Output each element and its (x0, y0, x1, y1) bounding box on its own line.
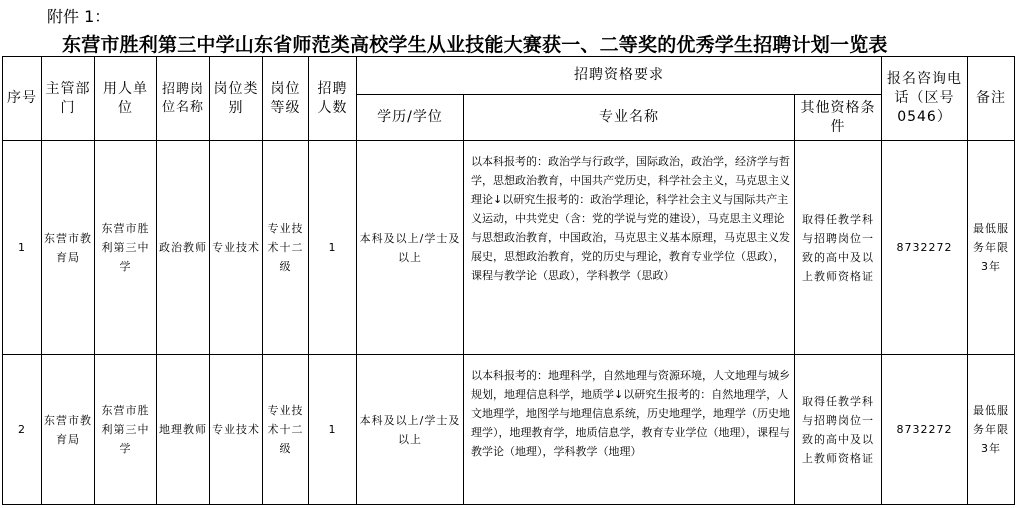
header-position-type: 岗位类别 (210, 57, 263, 141)
table-row (3, 141, 1015, 355)
cell-unit: 东营市胜利第三中学 (95, 141, 157, 355)
table-row (3, 355, 1015, 505)
cell-education: 本科及以上/学士及以上 (357, 355, 464, 505)
header-unit: 用人单位 (95, 57, 157, 141)
header-position-level: 岗位等级 (263, 57, 309, 141)
header-remarks: 备注 (968, 57, 1015, 141)
cell-count: 1 (309, 355, 357, 505)
cell-phone: 8732272 (882, 355, 968, 505)
cell-position-type: 专业技术 (210, 355, 263, 505)
cell-major: 以本科报考的：政治学与行政学，国际政治，政治学，经济学与哲学，思想政治教育，中国共产党历史，科学社会主义，马克思主义理论↓以研究生报考的：政治学理论，科学社会主义与国际共产主义运动，中共党史（含：党的学说与党的建设），马克思主义理论与思想政治教育，中国政治，马克思主义基本原理，马克思主义发展史，思想政治教育，党的历史与理论，教育专业学位（思政），课程与教学论（思政），学科教学（思政） (464, 141, 795, 355)
cell-remarks: 最低服务年限3年 (968, 141, 1015, 355)
header-dept: 主管部门 (42, 57, 95, 141)
cell-position-level: 专业技术十二级 (263, 141, 309, 355)
header-count: 招聘人数 (309, 57, 357, 141)
cell-education: 本科及以上/学士及以上 (357, 141, 464, 355)
cell-major: 以本科报考的：地理科学，自然地理与资源环境，人文地理与城乡规划，地理信息科学，地质学↓以研究生报考的：自然地理学，人文地理学，地图学与地理信息系统，历史地理学，地理学（历史地理学），地理教育学，地质信息学，教育专业学位（地理），课程与教学论（地理），学科教学（地理） (464, 355, 795, 505)
attachment-label: 附件 1： (47, 7, 111, 26)
cell-seq: 1 (3, 141, 42, 355)
cell-seq: 2 (3, 355, 42, 505)
header-requirements: 招聘资格要求 (357, 57, 882, 95)
cell-other: 取得任教学科与招聘岗位一致的高中及以上教师资格证 (795, 355, 882, 505)
header-major: 专业名称 (464, 95, 795, 141)
cell-position-name: 地理教师 (157, 355, 210, 505)
header-position-name: 招聘岗位名称 (157, 57, 210, 141)
recruitment-table (2, 56, 1015, 505)
cell-dept: 东营市教育局 (42, 141, 95, 355)
cell-position-level: 专业技术十二级 (263, 355, 309, 505)
cell-position-name: 政治教师 (157, 141, 210, 355)
cell-dept: 东营市教育局 (42, 355, 95, 505)
header-phone: 报名咨询电话（区号0546） (882, 57, 968, 141)
header-seq: 序号 (3, 57, 42, 141)
cell-remarks: 最低服务年限3年 (968, 355, 1015, 505)
cell-phone: 8732272 (882, 141, 968, 355)
header-education: 学历/学位 (357, 95, 464, 141)
page-title: 东营市胜利第三中学山东省师范类高校学生从业技能大赛获一、二等奖的优秀学生招聘计划一览表 (62, 34, 888, 56)
header-row (3, 57, 1015, 95)
header-other: 其他资格条件 (795, 95, 882, 141)
cell-unit: 东营市胜利第三中学 (95, 355, 157, 505)
cell-other: 取得任教学科与招聘岗位一致的高中及以上教师资格证 (795, 141, 882, 355)
cell-count: 1 (309, 141, 357, 355)
cell-position-type: 专业技术 (210, 141, 263, 355)
